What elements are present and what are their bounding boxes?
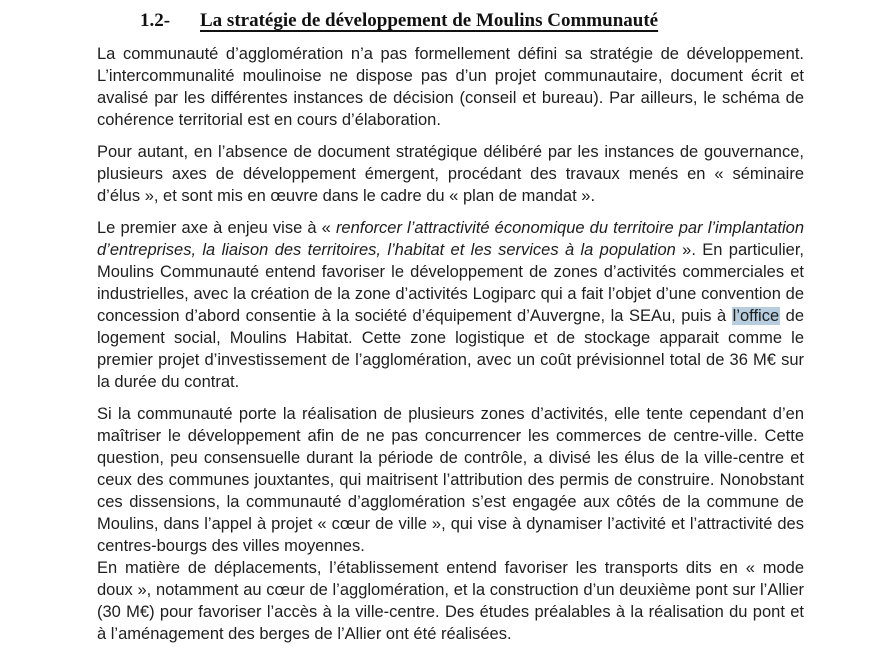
p3-italic-quote: renforcer l’attractivité économique du territoire par l’implantation d’entreprises, la liaison des territoires, l’habitat et les services à la population xyxy=(97,219,804,259)
document-page xyxy=(97,9,804,645)
p3-text-before-quote: Le premier axe à enjeu vise à « xyxy=(97,219,336,237)
paragraph-strategy-intro: La communauté d’agglomération n’a pas formellement défini sa stratégie de développement. L’intercommunalité moulinoise ne dispose pas d’un projet communautaire, document écrit et avalisé par les différentes instances de décision (conseil et bureau). Par ailleurs, le schéma de cohérence territorial est en cours d’élaboration. xyxy=(97,45,804,129)
paragraph-first-axis xyxy=(97,217,804,393)
p3-text-end: de logement social, Moulins Habitat. Cette zone logistique et de stockage apparait comme le premier projet d’investissement de l’agglomération, avec un coût prévisionnel total de 36 M€ sur la durée du contrat. xyxy=(97,307,805,391)
paragraph-transport: En matière de déplacements, l’établissement entend favoriser les transports dits en « mode doux », notamment au cœur de l’agglomération, et la construction d’un deuxième pont sur l’Allier (30 M€) pour favoriser l’accès à la ville-centre. Des études préalables à la réalisation du pont et à l’aménagement des berges de l’Allier ont été réalisées. xyxy=(97,559,804,643)
section-heading xyxy=(140,9,804,32)
paragraph-zones-control: Si la communauté porte la réalisation de plusieurs zones d’activités, elle tente cependant d’en maîtriser le développement afin de ne pas concurrencer les commerces de centre-ville. Cette question, peu consensuelle durant la période de contrôle, a divisé les élus de la ville-centre et ceux des communes jouxtantes, qui maitrisent l’attribution des permis de construire. Nonobstant ces dissensions, la communauté d’agglomération s’est engagée aux côtés de la commune de Moulins, dans l’appel à projet « cœur de ville », qui vise à dynamiser l’activité et l’attractivité des centres-bourgs des villes moyennes. xyxy=(97,405,804,555)
highlighted-text: l’office xyxy=(732,307,780,325)
section-title: La stratégie de développement de Moulins Communauté xyxy=(200,10,659,31)
section-number: 1.2- xyxy=(140,10,171,31)
paragraph-axes-development: Pour autant, en l’absence de document stratégique délibéré par les instances de gouvernance, plusieurs axes de développement émergent, procédant des travaux menés en « séminaire d’élus », et sont mis en œuvre dans le cadre du « plan de mandat ». xyxy=(97,143,804,205)
p3-text-middle: ». En particulier, Moulins Communauté entend favoriser le développement de zones d’activités commerciales et industrielles, avec la création de la zone d’activités Logiparc qui a fait l’objet d’une convention de concession d’abord consentie à la société d’équipement d’Auvergne, la SEAu, puis à xyxy=(97,241,805,325)
